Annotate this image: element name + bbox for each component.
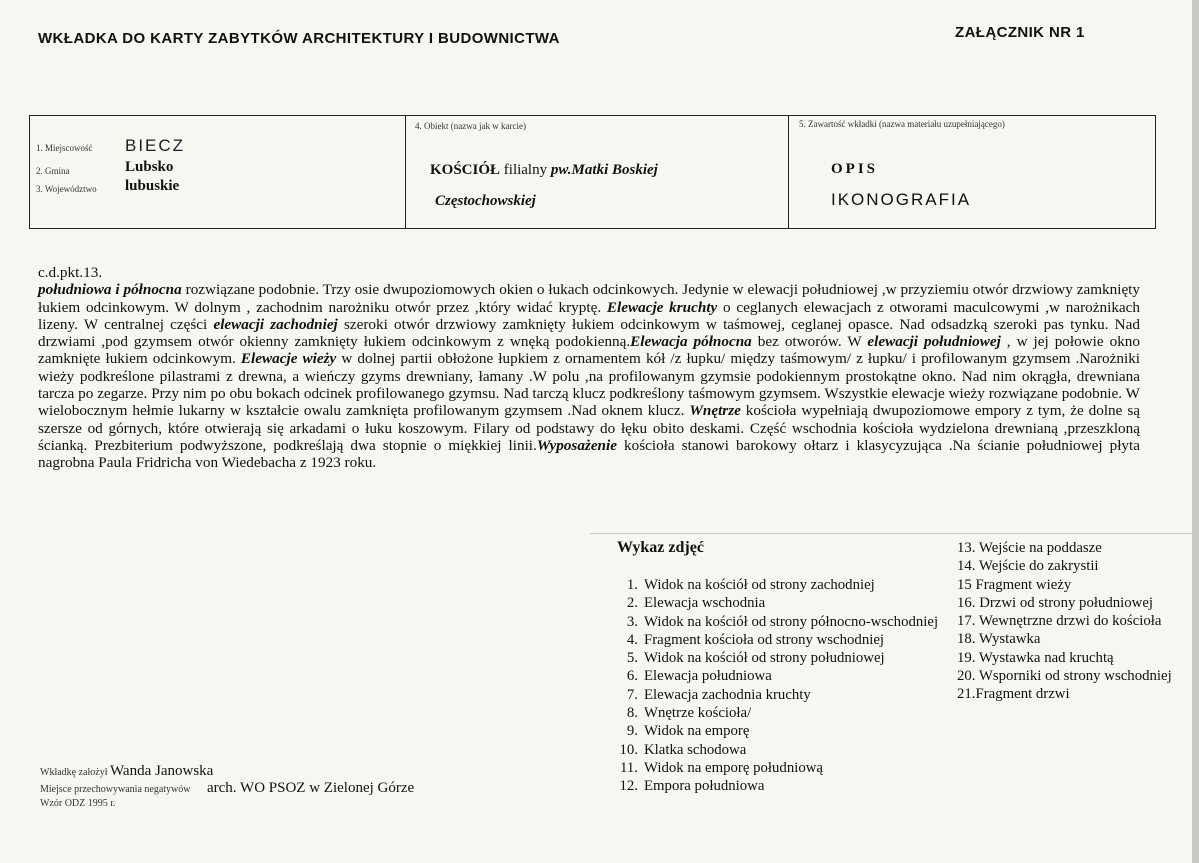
- text-bold-5: elewacji południowej: [867, 333, 1001, 351]
- photo-list-item: [612, 667, 938, 685]
- document-title: WKŁADKA DO KARTY ZABYTKÓW ARCHITEKTURY I BUDOWNICTWA: [38, 30, 560, 47]
- photo-list-item: [612, 722, 938, 740]
- obiekt-rest: filialny: [500, 162, 551, 178]
- photo-number: 11.: [620, 759, 638, 776]
- photo-list-item: 16. Drzwi od strony południowej: [957, 594, 1154, 611]
- photo-number: 3.: [626, 613, 638, 630]
- text-7: kościoła wypełniają dwupoziomowe empory z tym, że dolne są szersze od górnych, które otwierają się arkadami o łuku koszowym. Filary od podstawy do łęku obito deskami. Część wschodnia kościoła wydzielona drewnianą ,przeszkloną ścianką. Prezbiterium podwyższone, podkreślają dwa stopnie o miękkiej linii.: [38, 402, 1140, 454]
- photo-list-item: 14. Wejście do zakrystii: [957, 558, 1099, 575]
- photo-number: 9.: [626, 723, 638, 740]
- text-bold-1: południowa i północna: [38, 281, 182, 299]
- photo-number: 7.: [626, 686, 638, 703]
- text-2: o ceglanych elewacjach z otworami maculcowymi ,w narożnikach lizeny. W centralnej części: [38, 298, 1140, 333]
- obiekt-caps: KOŚCIÓŁ: [430, 162, 501, 178]
- description-text: [38, 264, 1140, 472]
- text-6: w dolnej partii obłożone łupkiem z ornamentem kół /z łupku/ między taśmowym/ z łupku/ i profilowanym gzymsem .Narożniki wieży podkreślone pilastrami z drewna, a wieńczy gzyms drewniany, łamany .W polu ,na profilowanym gzymsie podokiennym prostokątne okno. Nad nim okrągła, drewniana tarcza po zegarze. Przy nim po obu bokach odcinek profilowanego gzymsu. Nad tarczą klucz podkreślony taśmowym gzymsem. Wszystkie elewacje wieży rozwiązane podobnie. W wielobocznym hełmie lukarny w kształcie owalu zamknięta profilowanym gzymsem .Nad oknem klucz.: [38, 350, 1141, 420]
- photo-number: 8.: [626, 705, 638, 722]
- photo-list-title: Wykaz zdjęć: [617, 539, 704, 556]
- author-label: Wkładkę założył: [40, 767, 108, 778]
- text-bold-3: elewacji zachodniej: [213, 315, 338, 333]
- miejscowosc-label: 1. Miejscowość: [36, 143, 93, 153]
- zawartosc-label: 5. Zawartość wkładki (nazwa materiału uzupełniającego): [799, 119, 1005, 129]
- photo-caption: Elewacja wschodnia: [644, 595, 766, 612]
- obiekt-italic: pw.Matki Boskiej: [550, 162, 658, 178]
- photo-caption: Klatka schodowa: [644, 741, 747, 758]
- zawartosc-opis: OPIS: [831, 161, 879, 177]
- wojewodztwo-value: lubuskie: [125, 178, 180, 194]
- text-5: , w jej połowie okno zamknięte łukiem odcinkowym.: [38, 333, 1140, 368]
- photo-caption: Wnętrze kościoła/: [644, 705, 752, 722]
- storage-value: arch. WO PSOZ w Zielonej Górze: [207, 780, 415, 796]
- photo-list-item: [612, 576, 938, 594]
- obiekt-label: 4. Obiekt (nazwa jak w karcie): [415, 121, 526, 131]
- photo-number: 1.: [626, 577, 638, 593]
- text-4: bez otworów. W: [751, 333, 868, 351]
- text-bold-7: Wnętrze: [689, 402, 741, 420]
- author-row: [40, 763, 213, 780]
- photo-list-right: [957, 539, 1172, 704]
- photo-number: 10.: [619, 741, 638, 758]
- obiekt-line-1: [430, 162, 658, 179]
- gmina-label: 2. Gmina: [36, 166, 70, 176]
- photo-list-item: 17. Wewnętrzne drzwi do kościoła: [957, 613, 1162, 630]
- gmina-value: Lubsko: [125, 159, 174, 175]
- zawartosc-ikonografia: IKONOGRAFIA: [831, 190, 972, 209]
- object-cell: [406, 116, 789, 228]
- miejscowosc-value: BIECZ: [125, 136, 186, 155]
- text-bold-2: Elewacje kruchty: [606, 298, 718, 316]
- photo-list-item: 21.Fragment drzwi: [957, 686, 1070, 703]
- form-code: Wzór ODZ 1995 r.: [40, 798, 116, 809]
- photo-list-item: [612, 741, 938, 759]
- photo-caption: Widok na kościół od strony północno-wschodniej: [644, 613, 939, 630]
- photo-caption: Elewacja zachodnia kruchty: [644, 686, 811, 703]
- photo-caption: Elewacja południowa: [644, 668, 772, 685]
- location-cell: [30, 116, 406, 228]
- photo-list-item: [612, 704, 938, 722]
- photo-list-left: [612, 576, 938, 796]
- photo-list-item: 13. Wejście na poddasze: [957, 540, 1102, 556]
- pasted-slip-edge: [590, 533, 1192, 534]
- photo-list-item: 19. Wystawka nad kruchtą: [957, 649, 1114, 666]
- photo-caption: Widok na kościół od strony południowej: [644, 650, 885, 667]
- text-8: kościoła stanowi barokowy ołtarz i klasycyzująca .Na ścianie południowej płyta nagrobna Paula Fridricha von Wiedebacha z 1923 roku.: [38, 436, 1140, 472]
- content-cell: [789, 116, 1155, 228]
- photo-list-item: 15 Fragment wieży: [957, 576, 1072, 593]
- photo-list-item: [612, 686, 938, 704]
- text-bold-8: Wyposażenie: [536, 436, 617, 454]
- text-bold-4: Elewacja północna: [630, 333, 752, 351]
- photo-list-item: [612, 631, 938, 649]
- photo-list-item: [612, 594, 938, 612]
- annex-label: ZAŁĄCZNIK NR 1: [955, 24, 1085, 41]
- photo-caption: Widok na kościół od strony zachodniej: [644, 577, 875, 593]
- continuation-ref: c.d.pkt.13.: [38, 264, 103, 281]
- text-3: szeroki otwór drzwiowy zamknięty łukiem odcinkowym w taśmowej, ceglanej opasce. Nad odsadzką szeroki pas tynku. Nad drzwiami ,pod gzymsem otwór okienny zamknięty łukiem odcinkowym z wnęką podokienną.: [38, 315, 1140, 351]
- form-table: [29, 115, 1156, 229]
- photo-caption: Fragment kościoła od strony wschodniej: [644, 631, 885, 648]
- storage-row: [40, 780, 414, 797]
- photo-number: 5.: [626, 650, 638, 667]
- text-bold-6: Elewacje wieży: [240, 350, 337, 368]
- photo-list-item: 18. Wystawka: [957, 631, 1041, 648]
- photo-caption: Widok na emporę: [644, 723, 750, 740]
- scan-edge: [1192, 0, 1199, 863]
- photo-list-item: [612, 759, 938, 777]
- photo-caption: Empora południowa: [644, 778, 765, 795]
- author-value: Wanda Janowska: [109, 763, 214, 779]
- photo-number: 4.: [626, 631, 638, 648]
- photo-list-item: [612, 613, 938, 631]
- photo-list-item: 20. Wsporniki od strony wschodniej: [957, 668, 1172, 685]
- text-1: rozwiązane podobnie. Trzy osie dwupoziomowych okien o łukach odcinkowych. Jedynie w elewacji południowej ,w przyziemiu otwór drzwiowy zamknięty łukiem odcinkowym. W dolnym , zachodnim narożniku otwór przez ,który widać kryptę.: [38, 281, 1140, 316]
- photo-caption: Widok na emporę południową: [644, 759, 823, 776]
- wojewodztwo-label: 3. Województwo: [36, 184, 97, 194]
- photo-number: 6.: [626, 668, 638, 685]
- photo-list-item: [612, 777, 938, 795]
- photo-number: 2.: [626, 595, 638, 612]
- photo-list-item: [612, 649, 938, 667]
- photo-number: 12.: [619, 778, 638, 795]
- obiekt-line-2: Częstochowskiej: [435, 193, 536, 209]
- storage-label: Miejsce przechowywania negatywów: [40, 784, 191, 795]
